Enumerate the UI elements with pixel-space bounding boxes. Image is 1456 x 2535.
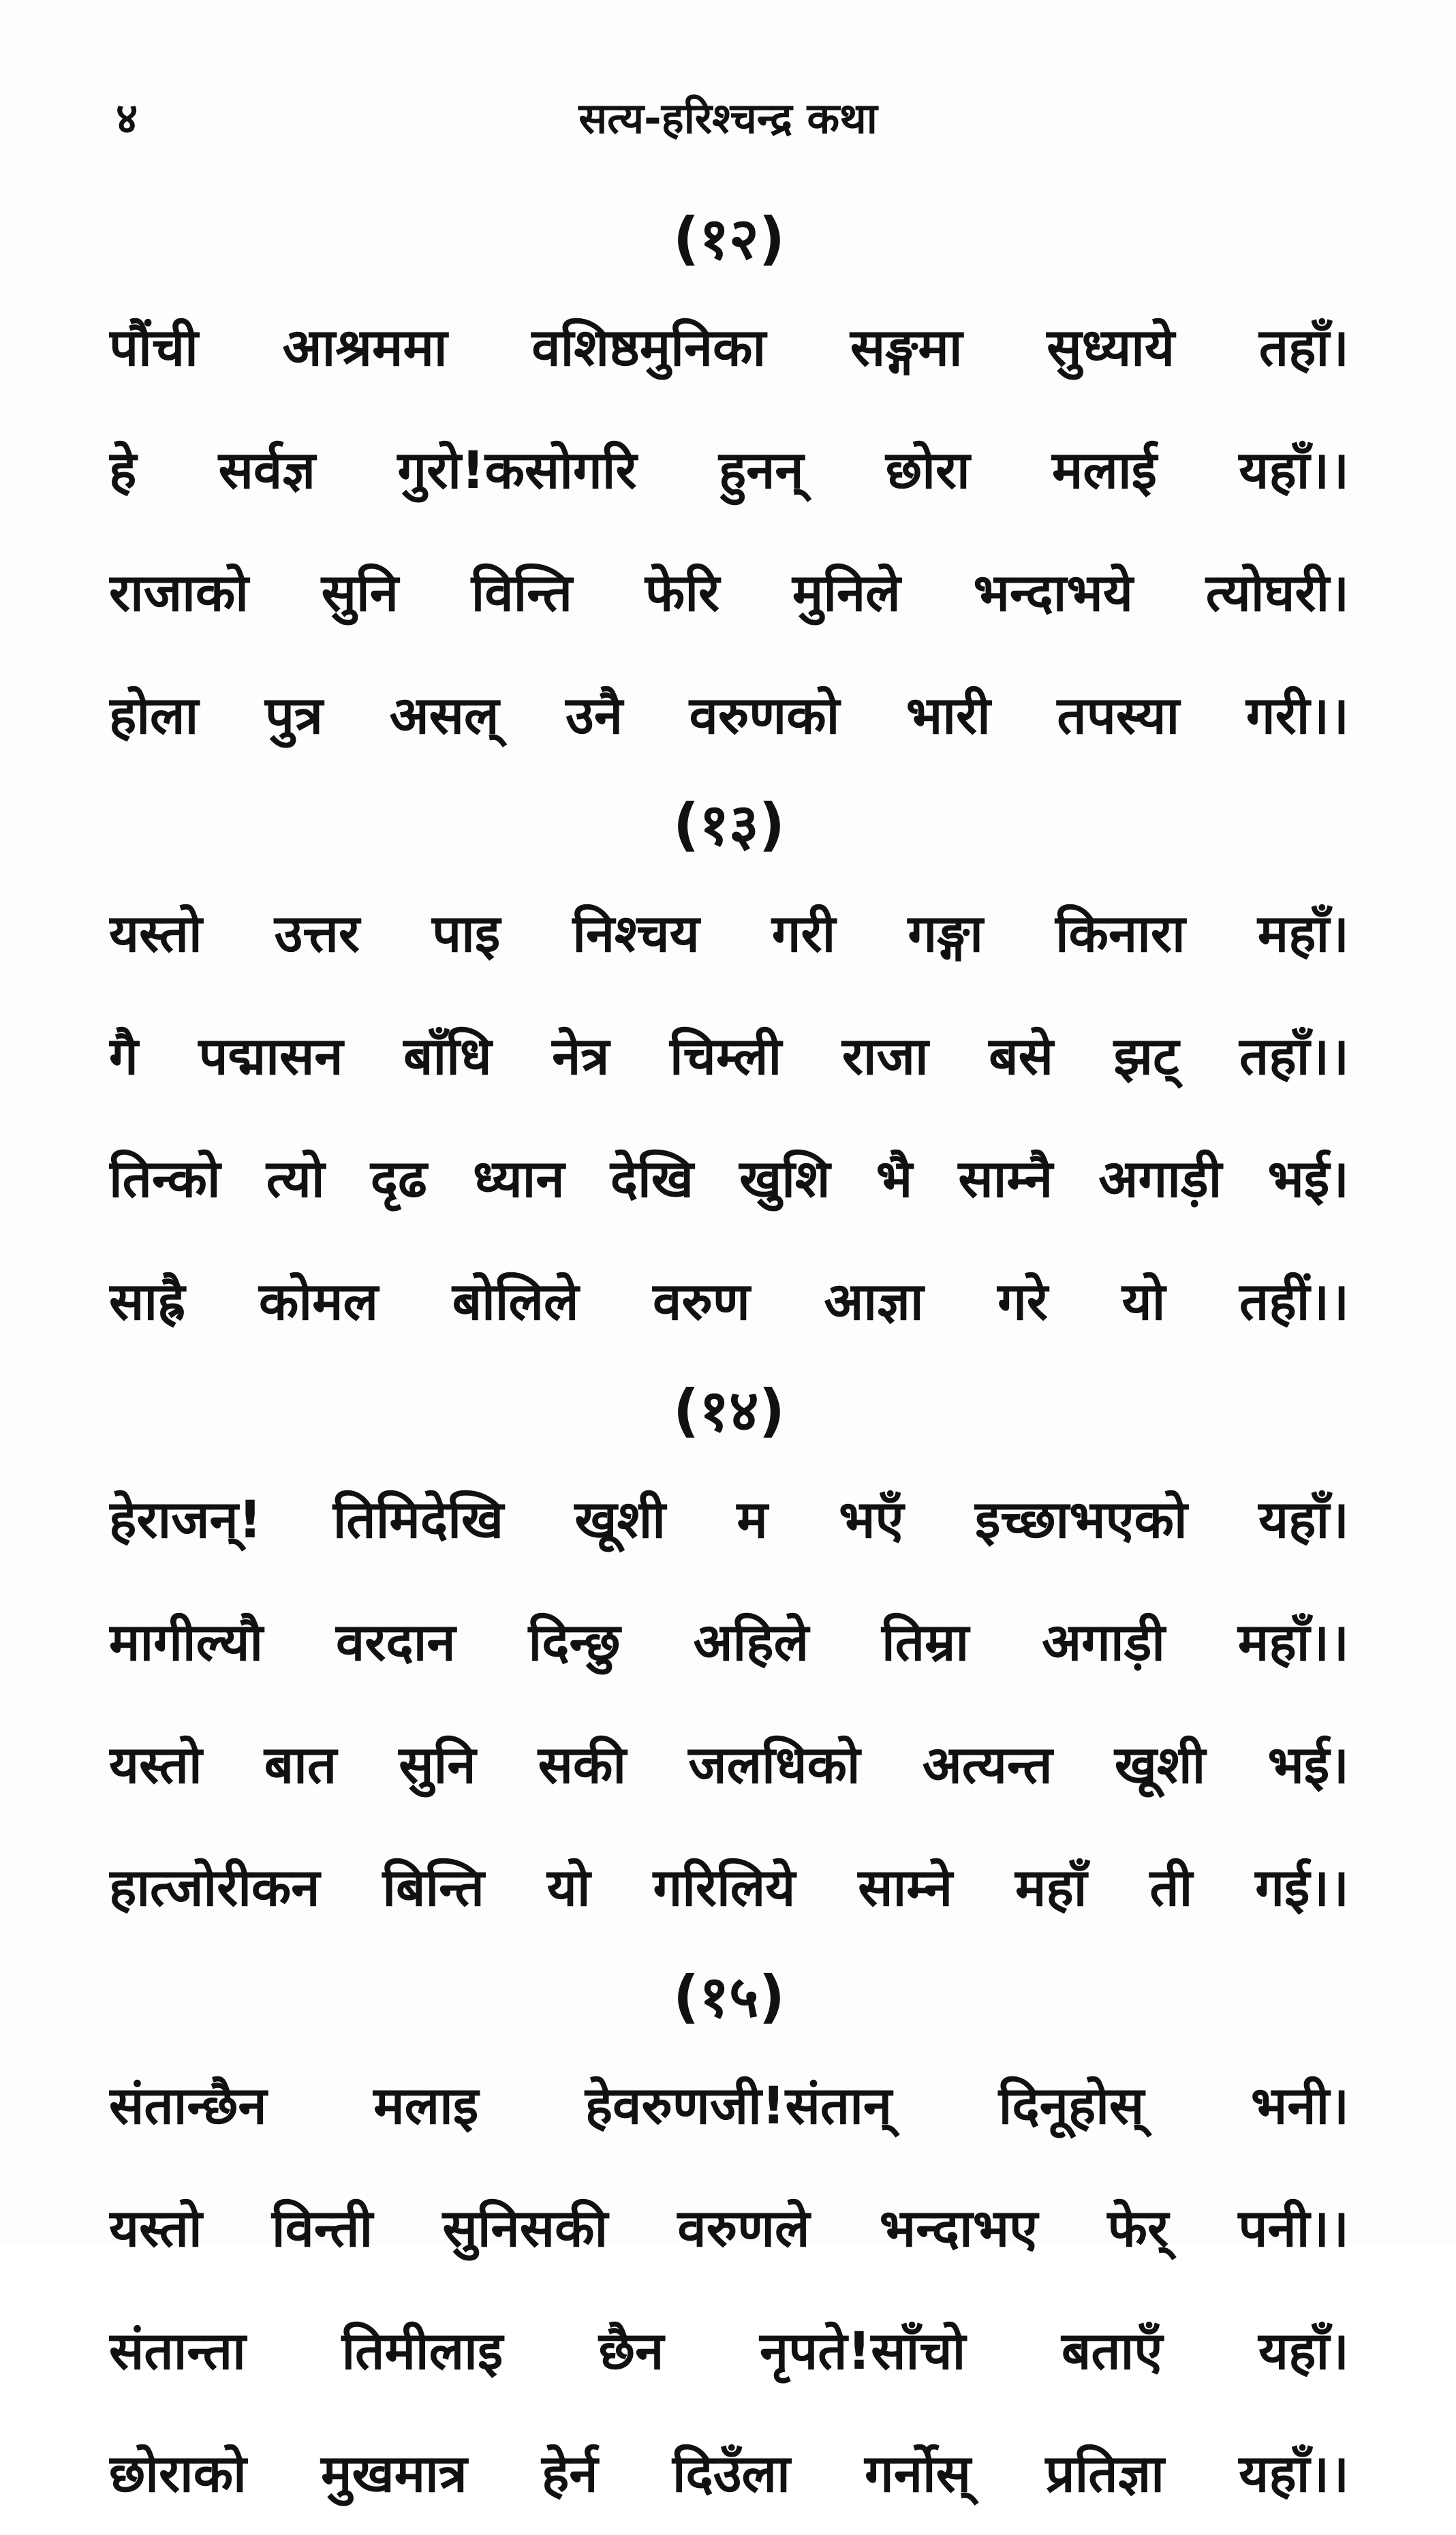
verse-line: छोराको मुखमात्र हेर्न दिउँला गर्नोस् प्रतिज्ञा यहाँ।। [109,2443,1349,2504]
running-title: सत्य-हरिश्चन्द्र कथा [578,93,878,143]
page-number: ४ [116,93,138,143]
verse-12 [109,191,1349,777]
verse-line: यस्तो बात सुनि सकी जलधिको अत्यन्त खूशी भई। [109,1734,1349,1795]
verse-line: यस्तो विन्ती सुनिसकी वरुणले भन्दाभए फेर् पनी।। [109,2198,1349,2258]
verse-line: हे सर्वज्ञ गुरो!कसोगरि हुनन् छोरा मलाई यहाँ।। [109,440,1349,500]
verse-line: हेराजन्! तिमिदेखि खूशी म भएँ इच्छाभएको यहाँ। [109,1489,1349,1550]
verse-line: मागील्यौ वरदान दिन्छु अहिले तिम्रा अगाड़ी महाँ।। [109,1612,1349,1672]
verse-line: गै पद्मासन बाँधि नेत्र चिम्ली राजा बसे झट् तहाँ।। [109,1026,1349,1086]
verse-line: संतान्छैन मलाइ हेवरुणजी!संतान् दिनूहोस् भनी। [109,2075,1349,2136]
verse-13 [109,777,1349,1363]
verse-number: (१२) [672,205,786,272]
verse-number: (१४) [672,1377,786,1444]
verse-line: होला पुत्र असल् उनै वरुणको भारी तपस्या गरी।। [109,685,1349,746]
verse-number: (१५) [672,1963,786,2030]
verse-14 [109,1363,1349,1949]
page-header [116,82,1340,157]
verse-body [109,191,1349,2535]
verse-number: (१३) [672,791,786,858]
verse-line: संतान्ता तिमीलाइ छैन नृपते!साँचो बताएँ यहाँ। [109,2320,1349,2381]
verse-line: हात्जोरीकन बिन्ति यो गरिलिये साम्ने महाँ ती गई।। [109,1857,1349,1918]
verse-line: पौंची आश्रममा वशिष्ठमुनिका सङ्गमा सुध्याये तहाँ। [109,317,1349,378]
verse-line: तिन्को त्यो दृढ ध्यान देखि खुशि भै साम्नै अगाड़ी भई। [109,1148,1349,1209]
verse-line: राजाको सुनि विन्ति फेरि मुनिले भन्दाभये त्योघरी। [109,562,1349,623]
verse-line: यस्तो उत्तर पाइ निश्चय गरी गङ्गा किनारा महाँ। [109,903,1349,964]
verse-15 [109,1949,1349,2535]
verse-line: साह्रै कोमल बोलिले वरुण आज्ञा गरे यो तहीं।। [109,1271,1349,1332]
